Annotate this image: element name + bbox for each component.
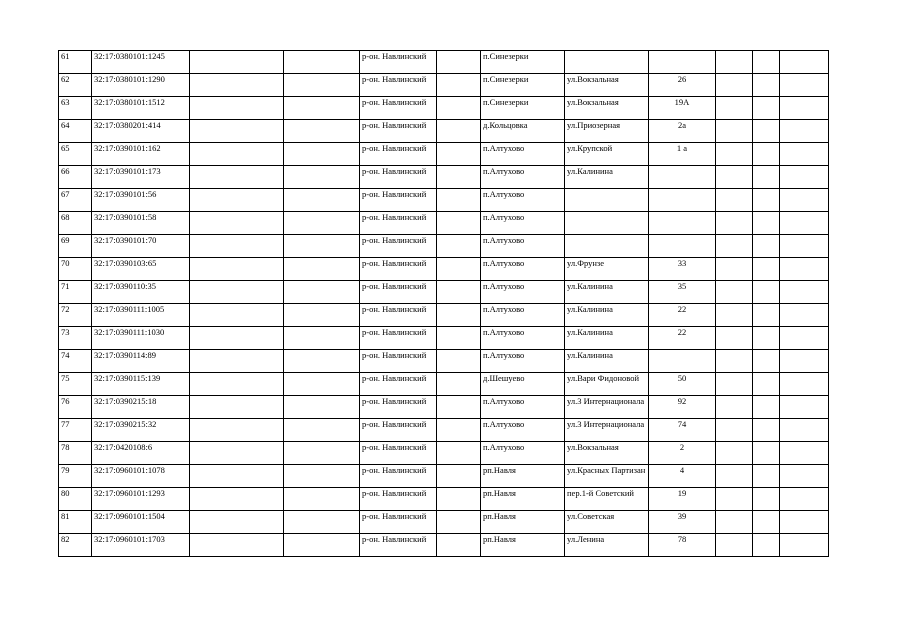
empty-cell <box>284 350 360 373</box>
empty-cell <box>284 327 360 350</box>
district: р-он. Навлинский <box>360 373 437 396</box>
empty-cell <box>437 281 481 304</box>
row-number: 63 <box>59 97 92 120</box>
empty-cell <box>437 488 481 511</box>
locality: рп.Навля <box>481 511 565 534</box>
empty-cell <box>437 235 481 258</box>
table-row <box>59 120 829 143</box>
table-row <box>59 189 829 212</box>
empty-cell <box>780 120 829 143</box>
empty-cell <box>780 350 829 373</box>
empty-cell <box>284 235 360 258</box>
empty-cell <box>284 442 360 465</box>
row-number: 78 <box>59 442 92 465</box>
district: р-он. Навлинский <box>360 212 437 235</box>
street: пер.1-й Советский <box>565 488 649 511</box>
empty-cell <box>716 442 753 465</box>
locality: п.Алтухово <box>481 189 565 212</box>
street: ул.Калинина <box>565 327 649 350</box>
street: ул.Калинина <box>565 281 649 304</box>
street: ул.Фрунзе <box>565 258 649 281</box>
empty-cell <box>190 97 284 120</box>
house-number: 50 <box>649 373 716 396</box>
street: ул.3 Интернационала <box>565 419 649 442</box>
district: р-он. Навлинский <box>360 442 437 465</box>
empty-cell <box>190 304 284 327</box>
empty-cell <box>284 120 360 143</box>
table-row <box>59 258 829 281</box>
cadastral-number: 32:17:0380101:1290 <box>92 74 190 97</box>
house-number: 33 <box>649 258 716 281</box>
cadastral-number: 32:17:0390101:162 <box>92 143 190 166</box>
district: р-он. Навлинский <box>360 396 437 419</box>
house-number: 2 <box>649 442 716 465</box>
empty-cell <box>780 488 829 511</box>
empty-cell <box>437 166 481 189</box>
empty-cell <box>716 120 753 143</box>
locality: рп.Навля <box>481 465 565 488</box>
empty-cell <box>284 419 360 442</box>
empty-cell <box>437 511 481 534</box>
empty-cell <box>780 465 829 488</box>
empty-cell <box>753 74 780 97</box>
district: р-он. Навлинский <box>360 465 437 488</box>
empty-cell <box>753 327 780 350</box>
locality: п.Синезерки <box>481 74 565 97</box>
table-row <box>59 419 829 442</box>
cadastral-number: 32:17:0390115:139 <box>92 373 190 396</box>
table-row <box>59 396 829 419</box>
cadastral-number: 32:17:0390215:32 <box>92 419 190 442</box>
table-row <box>59 511 829 534</box>
street: ул.Советская <box>565 511 649 534</box>
locality: п.Алтухово <box>481 166 565 189</box>
row-number: 64 <box>59 120 92 143</box>
empty-cell <box>716 281 753 304</box>
locality: рп.Навля <box>481 488 565 511</box>
empty-cell <box>284 511 360 534</box>
district: р-он. Навлинский <box>360 235 437 258</box>
empty-cell <box>716 166 753 189</box>
locality: п.Алтухово <box>481 327 565 350</box>
locality: п.Алтухово <box>481 258 565 281</box>
district: р-он. Навлинский <box>360 97 437 120</box>
empty-cell <box>716 419 753 442</box>
empty-cell <box>437 534 481 557</box>
house-number: 22 <box>649 327 716 350</box>
table-row <box>59 166 829 189</box>
house-number: 39 <box>649 511 716 534</box>
empty-cell <box>753 166 780 189</box>
empty-cell <box>190 281 284 304</box>
empty-cell <box>716 327 753 350</box>
locality: п.Алтухово <box>481 281 565 304</box>
empty-cell <box>437 304 481 327</box>
cadastral-registry-table <box>58 50 829 557</box>
empty-cell <box>716 350 753 373</box>
empty-cell <box>753 97 780 120</box>
empty-cell <box>437 396 481 419</box>
row-number: 69 <box>59 235 92 258</box>
empty-cell <box>437 327 481 350</box>
house-number: 22 <box>649 304 716 327</box>
empty-cell <box>190 419 284 442</box>
cadastral-number: 32:17:0390101:56 <box>92 189 190 212</box>
street <box>565 212 649 235</box>
empty-cell <box>190 373 284 396</box>
locality: п.Алтухово <box>481 304 565 327</box>
empty-cell <box>780 189 829 212</box>
empty-cell <box>753 534 780 557</box>
empty-cell <box>190 258 284 281</box>
row-number: 66 <box>59 166 92 189</box>
house-number: 4 <box>649 465 716 488</box>
empty-cell <box>716 465 753 488</box>
empty-cell <box>190 166 284 189</box>
empty-cell <box>780 74 829 97</box>
row-number: 80 <box>59 488 92 511</box>
table-row <box>59 327 829 350</box>
empty-cell <box>437 258 481 281</box>
empty-cell <box>716 97 753 120</box>
house-number: 19А <box>649 97 716 120</box>
empty-cell <box>284 534 360 557</box>
cadastral-number: 32:17:0390215:18 <box>92 396 190 419</box>
cadastral-number: 32:17:0380201:414 <box>92 120 190 143</box>
row-number: 77 <box>59 419 92 442</box>
empty-cell <box>753 281 780 304</box>
row-number: 75 <box>59 373 92 396</box>
empty-cell <box>190 212 284 235</box>
empty-cell <box>284 212 360 235</box>
cadastral-number: 32:17:0960101:1293 <box>92 488 190 511</box>
empty-cell <box>716 511 753 534</box>
district: р-он. Навлинский <box>360 511 437 534</box>
empty-cell <box>284 258 360 281</box>
cadastral-number: 32:17:0390101:173 <box>92 166 190 189</box>
empty-cell <box>284 281 360 304</box>
empty-cell <box>753 350 780 373</box>
house-number <box>649 350 716 373</box>
street: ул.Вокзальная <box>565 74 649 97</box>
empty-cell <box>284 488 360 511</box>
empty-cell <box>780 166 829 189</box>
district: р-он. Навлинский <box>360 120 437 143</box>
street: ул.Вокзальная <box>565 442 649 465</box>
empty-cell <box>780 97 829 120</box>
empty-cell <box>190 488 284 511</box>
locality: п.Алтухово <box>481 143 565 166</box>
empty-cell <box>716 143 753 166</box>
empty-cell <box>753 304 780 327</box>
empty-cell <box>190 143 284 166</box>
cadastral-number: 32:17:0390111:1030 <box>92 327 190 350</box>
locality: д.Шешуево <box>481 373 565 396</box>
district: р-он. Навлинский <box>360 189 437 212</box>
empty-cell <box>716 189 753 212</box>
empty-cell <box>716 304 753 327</box>
empty-cell <box>753 465 780 488</box>
district: р-он. Навлинский <box>360 488 437 511</box>
empty-cell <box>716 258 753 281</box>
street: ул.Калинина <box>565 304 649 327</box>
empty-cell <box>437 212 481 235</box>
empty-cell <box>437 350 481 373</box>
empty-cell <box>780 373 829 396</box>
empty-cell <box>284 373 360 396</box>
empty-cell <box>284 166 360 189</box>
row-number: 61 <box>59 51 92 74</box>
row-number: 70 <box>59 258 92 281</box>
district: р-он. Навлинский <box>360 166 437 189</box>
empty-cell <box>190 350 284 373</box>
district: р-он. Навлинский <box>360 74 437 97</box>
street: ул.Вари Фидоновой <box>565 373 649 396</box>
registry-body <box>59 51 829 557</box>
empty-cell <box>190 442 284 465</box>
empty-cell <box>190 51 284 74</box>
empty-cell <box>437 120 481 143</box>
row-number: 62 <box>59 74 92 97</box>
empty-cell <box>780 143 829 166</box>
locality: рп.Навля <box>481 534 565 557</box>
empty-cell <box>437 97 481 120</box>
table-row <box>59 534 829 557</box>
street: ул.Вокзальная <box>565 97 649 120</box>
table-row <box>59 281 829 304</box>
empty-cell <box>284 143 360 166</box>
house-number: 74 <box>649 419 716 442</box>
empty-cell <box>753 212 780 235</box>
empty-cell <box>284 97 360 120</box>
district: р-он. Навлинский <box>360 51 437 74</box>
empty-cell <box>716 51 753 74</box>
street <box>565 51 649 74</box>
table-row <box>59 235 829 258</box>
house-number: 19 <box>649 488 716 511</box>
row-number: 65 <box>59 143 92 166</box>
cadastral-number: 32:17:0420108:6 <box>92 442 190 465</box>
row-number: 72 <box>59 304 92 327</box>
locality: п.Алтухово <box>481 235 565 258</box>
empty-cell <box>284 304 360 327</box>
empty-cell <box>190 465 284 488</box>
cadastral-number: 32:17:0390101:70 <box>92 235 190 258</box>
empty-cell <box>437 51 481 74</box>
empty-cell <box>716 212 753 235</box>
empty-cell <box>780 212 829 235</box>
empty-cell <box>753 488 780 511</box>
empty-cell <box>437 373 481 396</box>
locality: д.Кольцовка <box>481 120 565 143</box>
empty-cell <box>780 258 829 281</box>
empty-cell <box>716 488 753 511</box>
locality: п.Синезерки <box>481 51 565 74</box>
empty-cell <box>190 396 284 419</box>
empty-cell <box>284 189 360 212</box>
house-number <box>649 166 716 189</box>
empty-cell <box>190 235 284 258</box>
table-row <box>59 51 829 74</box>
locality: п.Синезерки <box>481 97 565 120</box>
table-row <box>59 350 829 373</box>
cadastral-number: 32:17:0390114:89 <box>92 350 190 373</box>
empty-cell <box>780 511 829 534</box>
row-number: 73 <box>59 327 92 350</box>
empty-cell <box>437 419 481 442</box>
empty-cell <box>780 51 829 74</box>
street: ул.Калинина <box>565 350 649 373</box>
locality: п.Алтухово <box>481 396 565 419</box>
street <box>565 189 649 212</box>
empty-cell <box>716 74 753 97</box>
cadastral-number: 32:17:0390101:58 <box>92 212 190 235</box>
empty-cell <box>780 396 829 419</box>
house-number: 78 <box>649 534 716 557</box>
table-row <box>59 488 829 511</box>
empty-cell <box>780 419 829 442</box>
district: р-он. Навлинский <box>360 281 437 304</box>
empty-cell <box>753 189 780 212</box>
district: р-он. Навлинский <box>360 534 437 557</box>
district: р-он. Навлинский <box>360 258 437 281</box>
empty-cell <box>753 258 780 281</box>
house-number: 1 а <box>649 143 716 166</box>
table-row <box>59 304 829 327</box>
empty-cell <box>284 396 360 419</box>
empty-cell <box>437 189 481 212</box>
empty-cell <box>753 396 780 419</box>
empty-cell <box>780 327 829 350</box>
empty-cell <box>753 120 780 143</box>
empty-cell <box>437 442 481 465</box>
house-number: 92 <box>649 396 716 419</box>
empty-cell <box>190 327 284 350</box>
empty-cell <box>284 74 360 97</box>
district: р-он. Навлинский <box>360 327 437 350</box>
house-number: 35 <box>649 281 716 304</box>
empty-cell <box>190 534 284 557</box>
empty-cell <box>753 373 780 396</box>
empty-cell <box>190 189 284 212</box>
street: ул.Приозерная <box>565 120 649 143</box>
empty-cell <box>716 235 753 258</box>
empty-cell <box>190 511 284 534</box>
district: р-он. Навлинский <box>360 304 437 327</box>
table-row <box>59 97 829 120</box>
empty-cell <box>780 235 829 258</box>
row-number: 67 <box>59 189 92 212</box>
district: р-он. Навлинский <box>360 419 437 442</box>
empty-cell <box>753 51 780 74</box>
cadastral-number: 32:17:0380101:1245 <box>92 51 190 74</box>
empty-cell <box>437 74 481 97</box>
empty-cell <box>753 511 780 534</box>
cadastral-number: 32:17:0390110:35 <box>92 281 190 304</box>
empty-cell <box>437 465 481 488</box>
row-number: 74 <box>59 350 92 373</box>
empty-cell <box>780 304 829 327</box>
empty-cell <box>284 465 360 488</box>
cadastral-number: 32:17:0380101:1512 <box>92 97 190 120</box>
row-number: 82 <box>59 534 92 557</box>
house-number <box>649 235 716 258</box>
street: ул.Ленина <box>565 534 649 557</box>
empty-cell <box>753 143 780 166</box>
street: ул.Красных Партизан <box>565 465 649 488</box>
empty-cell <box>716 534 753 557</box>
empty-cell <box>190 120 284 143</box>
cadastral-number: 32:17:0960101:1504 <box>92 511 190 534</box>
table-row <box>59 212 829 235</box>
row-number: 71 <box>59 281 92 304</box>
house-number: 26 <box>649 74 716 97</box>
empty-cell <box>284 51 360 74</box>
district: р-он. Навлинский <box>360 143 437 166</box>
table-row <box>59 465 829 488</box>
table-row <box>59 373 829 396</box>
table-row <box>59 442 829 465</box>
empty-cell <box>780 442 829 465</box>
house-number <box>649 212 716 235</box>
locality: п.Алтухово <box>481 419 565 442</box>
empty-cell <box>437 143 481 166</box>
row-number: 68 <box>59 212 92 235</box>
cadastral-number: 32:17:0390103:65 <box>92 258 190 281</box>
house-number <box>649 189 716 212</box>
empty-cell <box>190 74 284 97</box>
row-number: 81 <box>59 511 92 534</box>
empty-cell <box>780 281 829 304</box>
house-number <box>649 51 716 74</box>
table-row <box>59 74 829 97</box>
empty-cell <box>753 235 780 258</box>
locality: п.Алтухово <box>481 212 565 235</box>
empty-cell <box>780 534 829 557</box>
empty-cell <box>753 419 780 442</box>
district: р-он. Навлинский <box>360 350 437 373</box>
street: ул.Крупской <box>565 143 649 166</box>
cadastral-number: 32:17:0960101:1078 <box>92 465 190 488</box>
empty-cell <box>716 396 753 419</box>
house-number: 2а <box>649 120 716 143</box>
table-row <box>59 143 829 166</box>
row-number: 76 <box>59 396 92 419</box>
empty-cell <box>716 373 753 396</box>
empty-cell <box>753 442 780 465</box>
street <box>565 235 649 258</box>
street: ул.3 Интернационала <box>565 396 649 419</box>
row-number: 79 <box>59 465 92 488</box>
locality: п.Алтухово <box>481 350 565 373</box>
cadastral-number: 32:17:0960101:1703 <box>92 534 190 557</box>
cadastral-number: 32:17:0390111:1005 <box>92 304 190 327</box>
locality: п.Алтухово <box>481 442 565 465</box>
street: ул.Калинина <box>565 166 649 189</box>
